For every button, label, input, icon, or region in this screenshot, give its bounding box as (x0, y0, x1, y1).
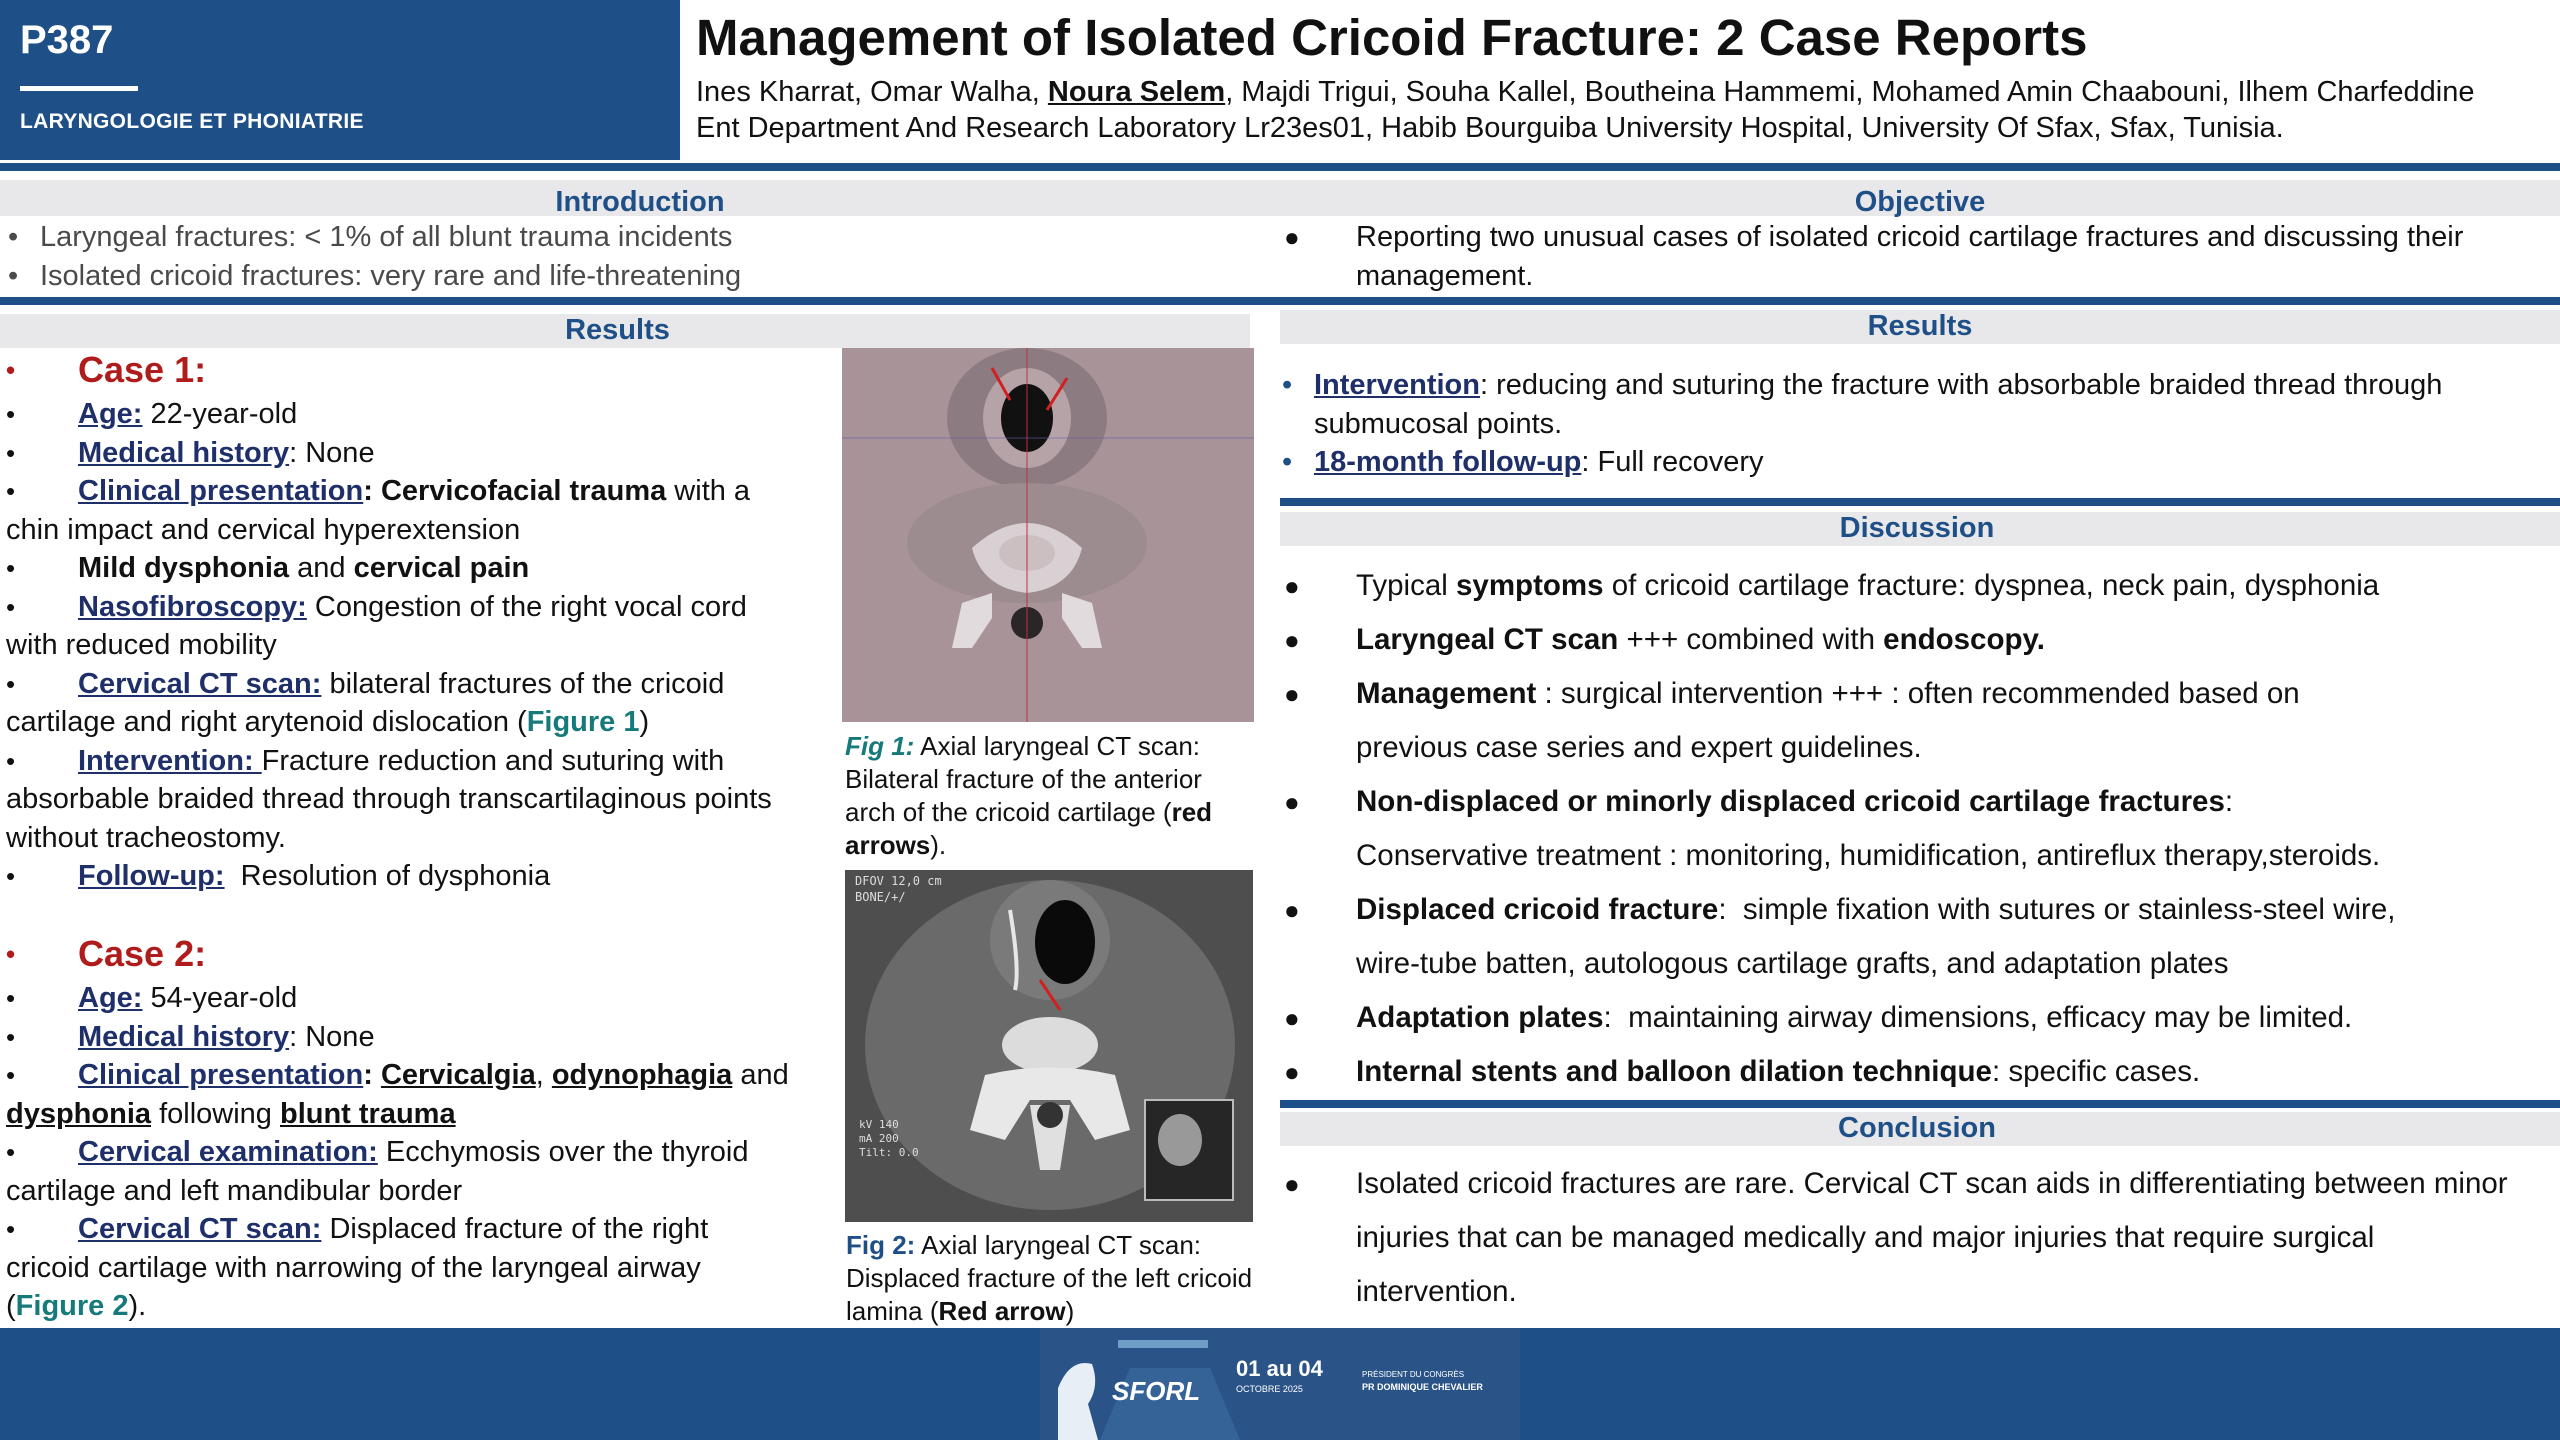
disc-3c: previous case series and expert guidelines. (1356, 731, 1922, 764)
figure-1-caption (845, 730, 1265, 862)
introduction-list (8, 218, 1268, 295)
case2-clin-label: Clinical presentation (78, 1059, 364, 1091)
fig2-caption-red-arrow: Red arrow (938, 1296, 1066, 1326)
results-title-right: Results (1867, 310, 1973, 342)
header-divider (0, 163, 2560, 171)
introduction-title: Introduction (555, 186, 725, 218)
case2-heading: Case 2: (78, 933, 207, 974)
case1-fu-text: Resolution of dysphonia (224, 860, 551, 892)
fig2-label: Fig 2: (846, 1230, 916, 1260)
authors-after: , Majdi Trigui, Souha Kallel, Boutheina Hammemi, Mohamed Amin Chaabouni, Ilhem Charfeddine (1225, 76, 2475, 108)
case2-block: • Case 2: • Age: 54-year-old • Medical history: None • Clinical presentation: Cervicalgia, odynophagia and dysphonia following blunt trauma • Cervical examination: Ecchymosis over the thyroid cartilage and left mandibular border • Cervical CT scan: Displaced fracture of the right cricoid cartilage with narrowing of the laryngeal airway (Figure 2). (6, 932, 836, 1326)
fig2-caption-2: Displaced fracture of the left cricoid (846, 1263, 1253, 1293)
disc-6b: : maintaining airway dimensions, efficacy may be limited. (1603, 1001, 2353, 1034)
case2-symptom-2: odynophagia (551, 1059, 733, 1091)
case1-age: 22-year-old (142, 398, 298, 430)
case2-and: and (732, 1059, 789, 1091)
case2-symptom-1: Cervicalgia (380, 1059, 536, 1091)
discussion-divider (1280, 498, 2560, 506)
case1-symptom-1: Mild dysphonia (78, 552, 290, 584)
case1-ct-label: Cervical CT scan: (78, 667, 322, 700)
fig1-caption-2: Bilateral fracture of the anterior (845, 764, 1202, 794)
case1-block: • Case 1: • Age: 22-year-old • Medical history: None • Clinical presentation: Cervicofacial trauma with a chin impact and cervical hyperextension • Mild dysphonia and cervical pain • Nasofibroscopy: Congestion of the right vocal cord with reduced mobility • Cervical CT scan: bilateral fractures of the cricoid cartilage and right arytenoid dislocation (Figure 1) • Intervention: Fracture reduction and suturing with absorbable braided thread through transcartilaginous points without tracheostomy. • Follow-up: Resolution of dysphonia (6, 348, 836, 896)
objective-line: Reporting two unusual cases of isolated cricoid cartilage fractures and discussing their (1356, 221, 2464, 253)
case1-naso-label: Nasofibroscopy: (78, 590, 307, 623)
case1-ct-text: bilateral fractures of the cricoid (321, 667, 725, 700)
disc-3a: Management (1356, 677, 1537, 710)
case2-ct-text: Displaced fracture of the right (321, 1213, 709, 1245)
case2-history-label: Medical history (78, 1020, 290, 1053)
disc-4a: Non-displaced or minorly displaced cricoid cartilage fractures (1356, 785, 2225, 818)
discussion-list: ● Typical symptoms of cricoid cartilage fracture: dyspnea, neck pain, dysphonia ● Laryngeal CT scan +++ combined with endoscopy. ● Management : surgical intervention +++ : often recommended based on previous case series and expert guidelines. ● Non-displaced or minorly displaced cricoid cartilage fractures: Conservative treatment : monitoring, humidification, antireflux therapy,steroids. ● Displaced cricoid fracture: simple fixation with sutures or stainless-steel wire, wire-tube batten, autologous cartilage grafts, and adaptation plates ● Adaptation plates: maintaining airway dimensions, efficacy may be limited. ● Internal stents and balloon dilation technique: specific cases. (1284, 559, 2554, 1099)
affiliation: Ent Department And Research Laboratory Lr23es01, Habib Bourguiba University Hospital, University Of Sfax, Sfax, Tunisia. (696, 112, 2284, 144)
right-int-text-2: submucosal points. (1314, 407, 1563, 440)
case2-age: 54-year-old (142, 982, 298, 1014)
case1-naso-text-2: with reduced mobility (6, 629, 277, 661)
case2-symptom-3: dysphonia (6, 1097, 152, 1130)
disc-2a: Laryngeal CT scan (1356, 623, 1619, 656)
section-label: LARYNGOLOGIE ET PHONIATRIE (20, 110, 364, 133)
case1-clin-label: Clinical presentation (78, 475, 364, 507)
case1-symptom-2: cervical pain (353, 552, 530, 584)
president-label: PRÉSIDENT DU CONGRÈS (1362, 1370, 1465, 1379)
case1-history-label: Medical history (78, 436, 290, 469)
fig1-caption-end: ). (930, 830, 947, 860)
poster-id: P387 (20, 18, 114, 62)
conclusion-title: Conclusion (1838, 1112, 1996, 1144)
ct2-overlay-2: BONE/+/ (855, 890, 906, 904)
disc-1c: of cricoid cartilage fracture: dyspnea, neck pain, dysphonia (1603, 569, 2380, 602)
objective-title: Objective (1854, 186, 1986, 218)
case1-ct-close: ) (639, 706, 650, 738)
author-list (696, 76, 2474, 109)
conclusion-line-2: injuries that can be managed medically and major injuries that require surgical (1356, 1221, 2375, 1254)
case1-clin-bold: : Cervicofacial trauma (363, 475, 667, 507)
disc-5b: : simple fixation with sutures or stainless-steel wire, (1718, 893, 2396, 926)
disc-6a: Adaptation plates (1356, 1001, 1604, 1034)
fig2-caption-1: Axial laryngeal CT scan: (915, 1230, 1202, 1260)
discussion-title: Discussion (1839, 512, 1995, 544)
fig1-caption-1: Axial laryngeal CT scan: (914, 731, 1201, 761)
ct-scan-1-graphic (842, 348, 1254, 722)
case1-fu-label: Follow-up: (78, 860, 225, 892)
objective-text: ● Reporting two unusual cases of isolated cricoid cartilage fractures and discussing their management. (1284, 221, 2464, 292)
president-name: PR DOMINIQUE CHEVALIER (1362, 1382, 1483, 1392)
disc-4b: : (2224, 785, 2234, 818)
disc-4c: Conservative treatment : monitoring, humidification, antireflux therapy,steroids. (1356, 839, 2381, 872)
case2-ct-text-2: cricoid cartilage with narrowing of the laryngeal airway (6, 1251, 701, 1284)
right-fu-text: : Full recovery (1581, 446, 1764, 478)
right-int-label: Intervention (1314, 369, 1480, 401)
case2-exam-label: Cervical examination: (78, 1136, 378, 1168)
fig2-caption-3: lamina ( (846, 1296, 939, 1326)
figure-1-image (842, 348, 1254, 722)
case1-ct-text-2: cartilage and right arytenoid dislocation ( (6, 706, 527, 738)
case2-exam-text: Ecchymosis over the thyroid (377, 1136, 749, 1168)
disc-1b: symptoms (1456, 569, 1604, 602)
conclusion-text: ● Isolated cricoid fractures are rare. Cervical CT scan aids in differentiating between minor injuries that can be managed medically and major injuries that require surgical intervention. (1284, 1157, 2554, 1319)
figure-2-image (845, 870, 1253, 1222)
ct-scan-2-graphic (845, 870, 1253, 1222)
conclusion-line-1: Isolated cricoid fractures are rare. Cervical CT scan aids in differentiating between minor (1356, 1167, 2508, 1200)
case2-age-label: Age: (78, 982, 143, 1014)
objective-line: management. (1356, 259, 1534, 292)
case1-int-label: Intervention: (78, 744, 262, 777)
section-divider (0, 297, 2560, 305)
case1-figure-ref[interactable]: Figure 1 (526, 706, 640, 738)
disc-7a: Internal stents and balloon dilation technique (1356, 1055, 1992, 1088)
case1-age-label: Age: (78, 398, 143, 430)
case2-exam-text-2: cartilage and left mandibular border (6, 1174, 463, 1207)
poster-id-rule (20, 86, 138, 91)
disc-2b: +++ combined with (1618, 623, 1884, 656)
case2-history: : None (289, 1020, 375, 1053)
case2-clin-colon: : (363, 1059, 381, 1091)
case1-clin-text-2: chin impact and cervical hyperextension (6, 513, 521, 546)
congress-dates-sub: OCTOBRE 2025 (1236, 1384, 1303, 1394)
case2-ct-label: Cervical CT scan: (78, 1213, 322, 1245)
fig1-label: Fig 1: (845, 731, 915, 761)
case1-naso-text: Congestion of the right vocal cord (306, 590, 747, 623)
case2-following: following (151, 1097, 280, 1130)
fig1-caption-3: arch of the cricoid cartilage ( (845, 797, 1172, 827)
case2-ct-close: ). (128, 1290, 147, 1322)
case1-int-text-3: without tracheostomy. (6, 821, 286, 854)
disc-7b: : specific cases. (1991, 1055, 2201, 1088)
case1-int-text-2: absorbable braided thread through transcartilaginous points (6, 783, 772, 815)
right-int-text: : reducing and suturing the fracture with absorbable braided thread through (1479, 369, 2443, 401)
intro-item: • Isolated cricoid fractures: very rare and life-threatening (8, 259, 742, 292)
disc-2c: endoscopy. (1883, 623, 2045, 656)
case1-int-text: Fracture reduction and suturing with (261, 744, 725, 777)
case1-clin-text: with a (666, 475, 751, 507)
ct2-overlay-1: DFOV 12,0 cm (855, 874, 942, 888)
case2-comma: , (535, 1059, 552, 1091)
figure-2-caption (846, 1229, 1266, 1328)
poster-title: Management of Isolated Cricoid Fracture: 2 Case Reports (696, 9, 2088, 66)
results-title-left: Results (565, 314, 670, 346)
case1-symptom-and: and (289, 552, 354, 584)
congress-banner (1040, 1328, 1520, 1440)
conclusion-divider (1280, 1100, 2560, 1108)
svg-text:Tilt: 0.0: Tilt: 0.0 (859, 1146, 919, 1159)
disc-1a: Typical (1356, 569, 1457, 602)
authors-before: Ines Kharrat, Omar Walha, (696, 76, 1048, 108)
fig2-caption-end: ) (1065, 1296, 1075, 1326)
case1-heading: Case 1: (78, 349, 207, 390)
presenting-author: Noura Selem (1047, 76, 1226, 108)
svg-text:kV 140: kV 140 (859, 1118, 899, 1131)
right-fu-label: 18-month follow-up (1314, 446, 1582, 478)
disc-5a: Displaced cricoid fracture (1356, 893, 1719, 926)
fig1-caption-red: red (1171, 797, 1213, 827)
disc-3b: : surgical intervention +++ : often recommended based on (1536, 677, 2300, 710)
fig1-caption-arrows: arrows (845, 830, 931, 860)
sforl-logo: SFORL (1112, 1376, 1201, 1406)
results-right-list: • Intervention: reducing and suturing the fracture with absorbable braided thread through submucosal points. • 18-month follow-up: Full recovery (1282, 366, 2552, 482)
intro-item: • Laryngeal fractures: < 1% of all blunt trauma incidents (8, 221, 733, 253)
conclusion-line-3: intervention. (1356, 1275, 1517, 1308)
case2-figure-ref[interactable]: Figure 2 (15, 1290, 129, 1322)
case1-history: : None (289, 436, 375, 469)
case2-ct-open: ( (6, 1290, 16, 1322)
case2-symptom-4: blunt trauma (279, 1097, 456, 1130)
congress-dates: 01 au 04 (1236, 1356, 1323, 1381)
disc-5c: wire-tube batten, autologous cartilage grafts, and adaptation plates (1356, 947, 2229, 980)
svg-text:mA 200: mA 200 (859, 1132, 899, 1145)
